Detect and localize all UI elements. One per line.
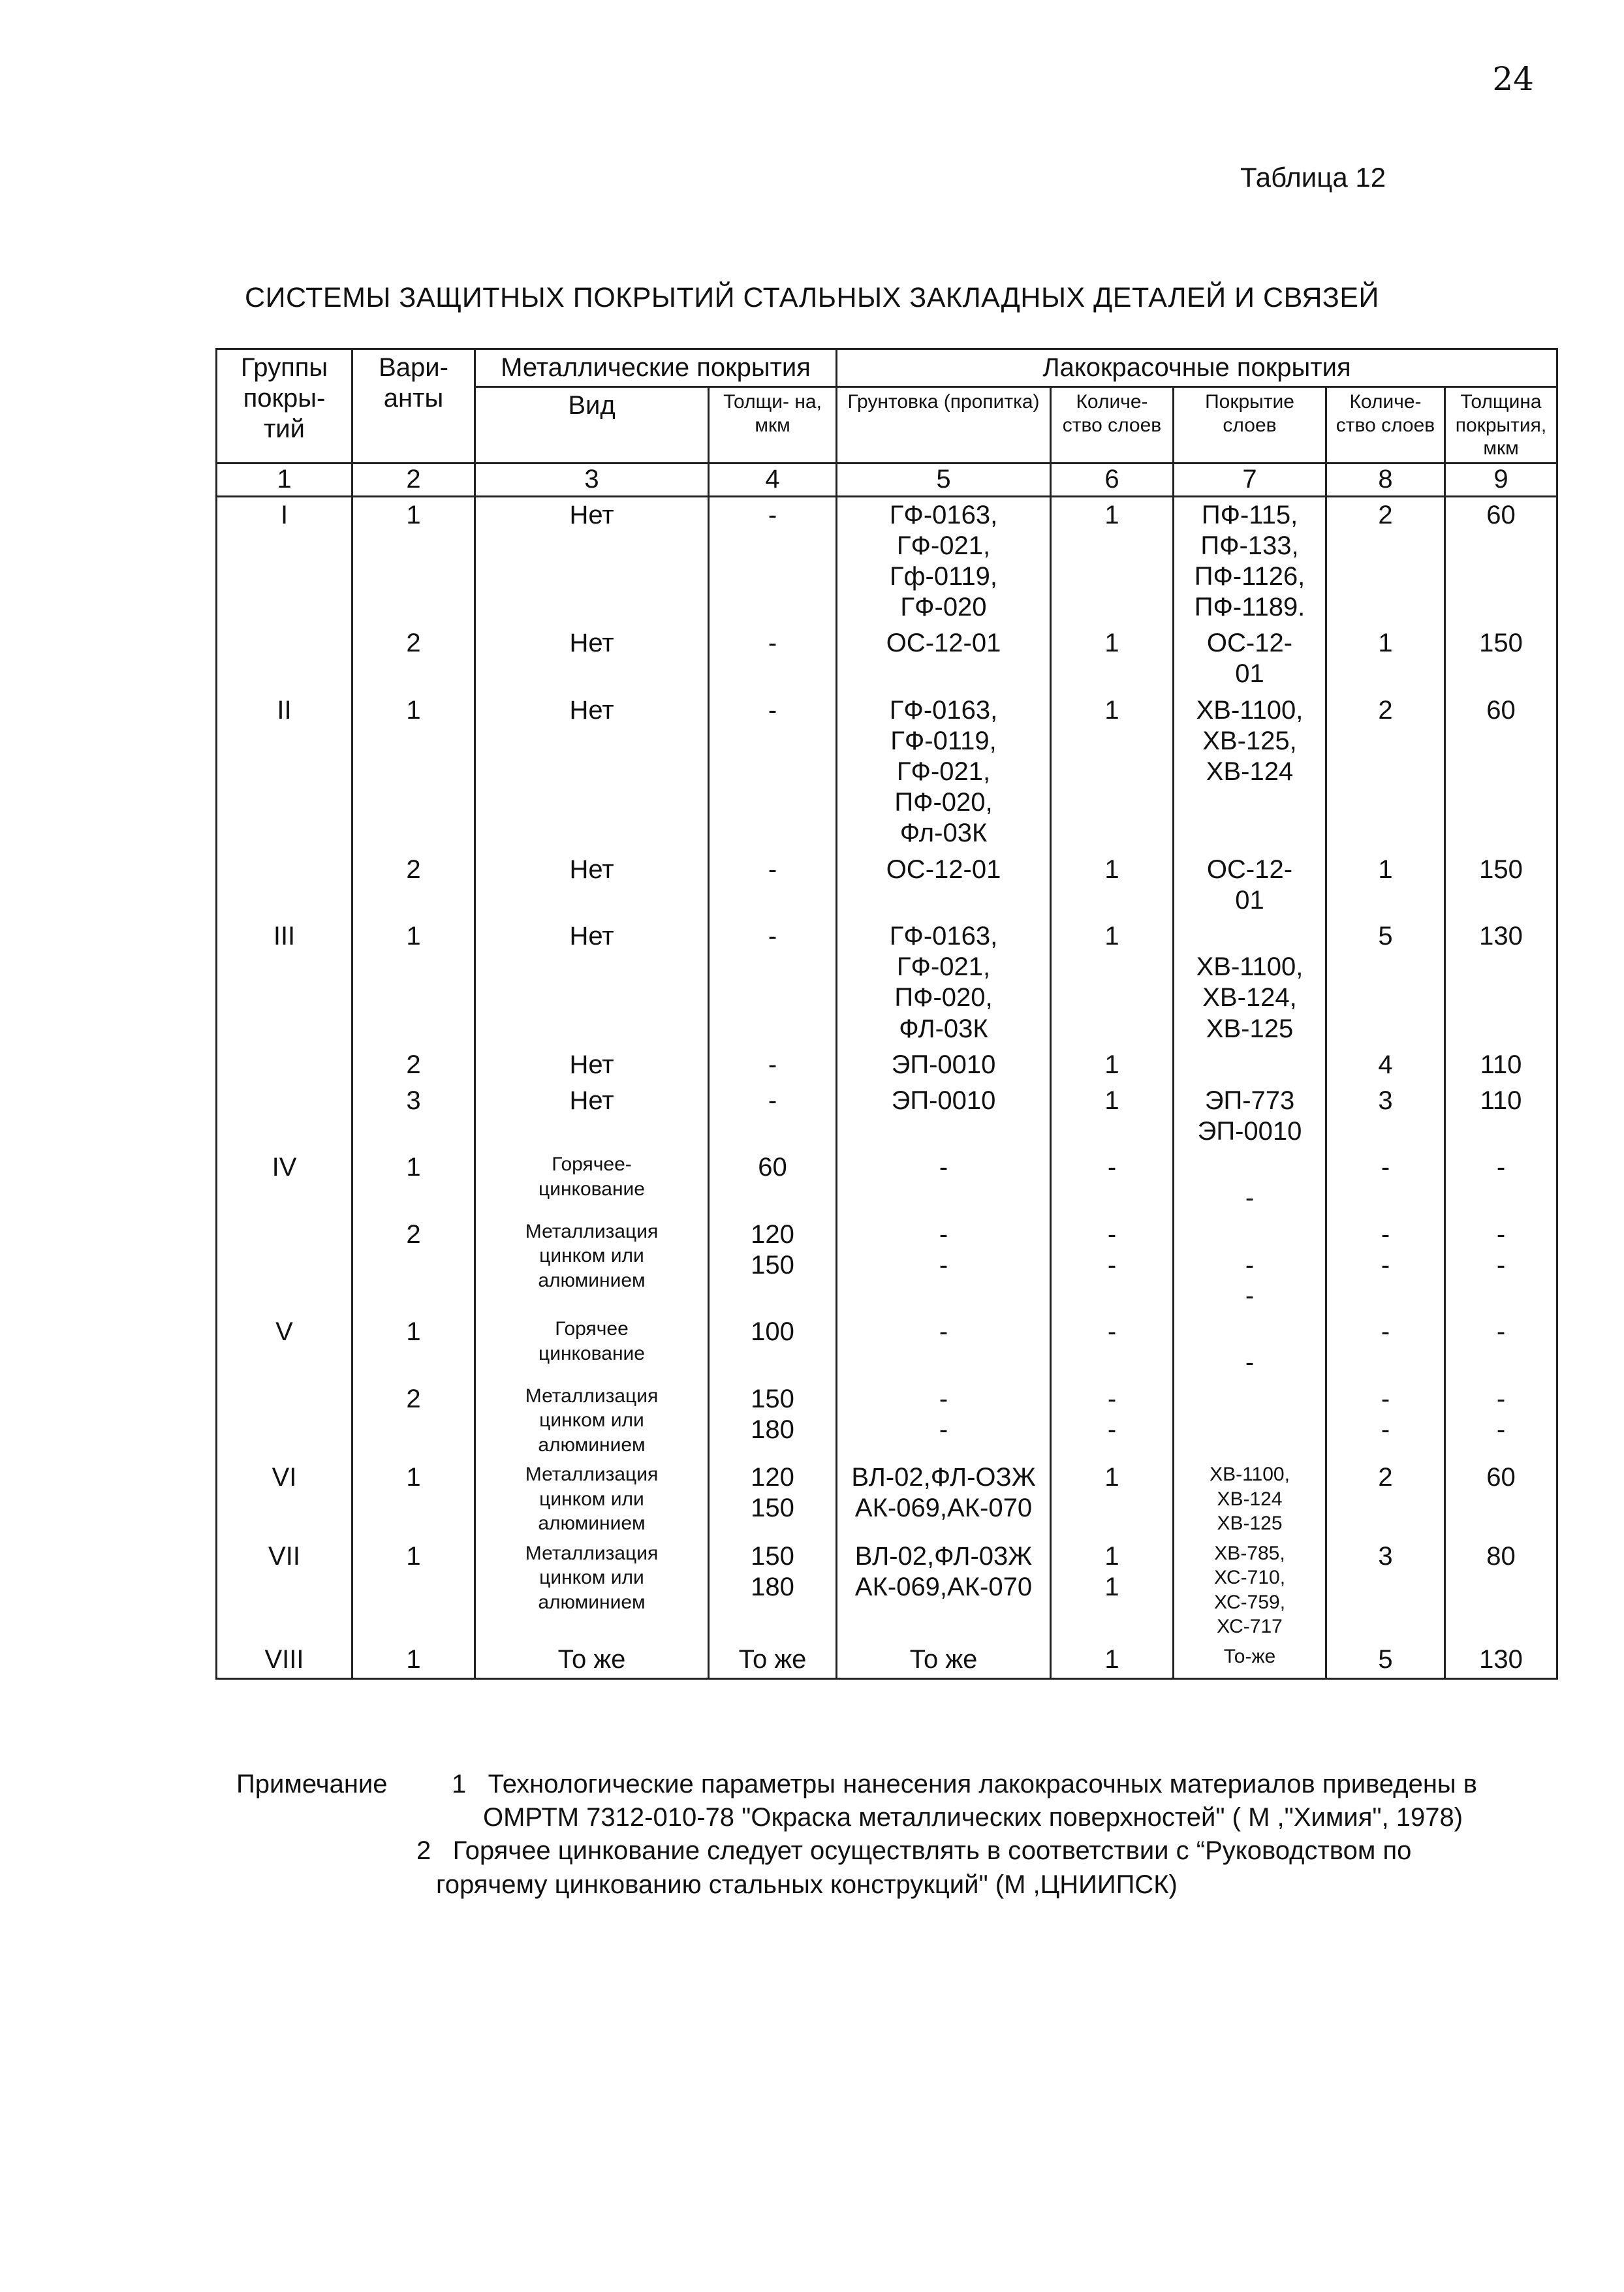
cell-line: 1 (1104, 1463, 1119, 1492)
cell-coating (1174, 918, 1326, 1047)
cell-variant: 1 (352, 1642, 475, 1679)
cell-primer-layers (1051, 1460, 1174, 1539)
cell-thickness (709, 1642, 837, 1679)
cell-line: АК-069,АК-070 (854, 1572, 1033, 1601)
cell-line: ПФ-1189. (1194, 593, 1305, 622)
cell-line: ОС-12-01 (886, 855, 1001, 884)
cell-line: - (1496, 1384, 1506, 1413)
cell-variant: 1 (352, 496, 475, 625)
cell-line: Гф-0119, (889, 561, 998, 591)
cell-variant: 1 (352, 1539, 475, 1642)
cell-line: алюминием (538, 1591, 646, 1613)
cell-line: 60 (758, 1153, 787, 1182)
cell-kind: Нет (475, 625, 709, 692)
cell-line: - (1107, 1384, 1117, 1413)
page-number: 24 (1492, 60, 1534, 98)
cell-line: 80 (1486, 1541, 1516, 1571)
cell-thickness (709, 1314, 837, 1381)
cell-primer-layers: 1 (1051, 625, 1174, 692)
cell-line: - (1107, 1317, 1117, 1347)
cell-line: ЭП-773 (1204, 1086, 1295, 1115)
cell-thickness: - (709, 918, 837, 1047)
cell-line: ГФ-0119, (890, 726, 997, 755)
table-row (217, 693, 1557, 852)
table-row (217, 1217, 1557, 1315)
cell-line: ФЛ-03К (899, 1014, 988, 1043)
cell-group: VII (217, 1539, 352, 1642)
cell-line: - (1107, 1153, 1117, 1182)
cell-line: ПФ-020, (894, 788, 993, 817)
cell-thickness: - (709, 496, 837, 625)
cell-line: Фл-03К (899, 819, 988, 848)
cell-kind: Нет (475, 1083, 709, 1150)
header-group: Группы покры- тий (217, 349, 352, 463)
cell-variant: 2 (352, 1217, 475, 1315)
cell-total: 130 (1445, 918, 1557, 1047)
cell-total: 60 (1445, 496, 1557, 625)
cell-coating (1174, 1314, 1326, 1381)
cell-coating (1174, 1539, 1326, 1642)
cell-line: - (1107, 1219, 1117, 1249)
cell-coating (1174, 625, 1326, 692)
cell-line: 150 (751, 1250, 794, 1279)
notes (236, 1768, 1574, 1902)
cell-line: 120 (751, 1219, 794, 1249)
cell-thickness (709, 1217, 837, 1315)
cell-group: I (217, 496, 352, 625)
cell-group (217, 852, 352, 918)
cell-kind (475, 1150, 709, 1216)
cell-line: - (1381, 1317, 1390, 1347)
column-number: 3 (475, 463, 709, 496)
cell-line: ЭП-0010 (891, 1086, 996, 1115)
cell-total (1445, 1314, 1557, 1381)
table-title: СИСТЕМЫ ЗАЩИТНЫХ ПОКРЫТИЙ СТАЛЬНЫХ ЗАКЛАДНЫХ ДЕТАЛЕЙ И СВЯЗЕЙ (245, 282, 1379, 313)
table-row (217, 1381, 1557, 1460)
cell-line: 150 (751, 1494, 794, 1523)
cell-kind (475, 1460, 709, 1539)
cell-variant: 2 (352, 1381, 475, 1460)
cell-group (217, 625, 352, 692)
cell-total (1445, 1217, 1557, 1315)
cell-primer-layers (1051, 1150, 1174, 1216)
cell-primer (837, 918, 1051, 1047)
cell-line: ХВ-124 (1217, 1488, 1283, 1510)
cell-thickness (709, 1150, 837, 1216)
cell-total: 150 (1445, 852, 1557, 918)
cell-line: 1 (1104, 1541, 1119, 1571)
cell-primer-layers: 1 (1051, 852, 1174, 918)
header-metal: Металлические покрытия (475, 349, 837, 387)
table-row (217, 1150, 1557, 1216)
table-row (217, 852, 1557, 918)
cell-coating (1174, 1047, 1326, 1083)
table-row (217, 1047, 1557, 1083)
note-1-body (452, 1768, 1574, 1834)
cell-line: ОС-12-01 (886, 629, 1001, 658)
cell-coating-layers: 3 (1326, 1083, 1445, 1150)
header-thickness: Толщи- на, мкм (709, 387, 837, 463)
cell-line: - (1245, 1281, 1255, 1311)
cell-group: VI (217, 1460, 352, 1539)
cell-kind (475, 1381, 709, 1460)
cell-variant: 1 (352, 1150, 475, 1216)
cell-variant: 1 (352, 1314, 475, 1381)
note-label: Примечание (236, 1770, 388, 1798)
cell-primer-layers (1051, 1217, 1174, 1315)
column-number: 5 (837, 463, 1051, 496)
cell-line: Металлизация (525, 1464, 659, 1486)
cell-coating-layers (1326, 1381, 1445, 1460)
cell-line: ГФ-021, (896, 952, 991, 982)
cell-line: Металлизация (525, 1220, 659, 1242)
cell-line: Горячее (555, 1318, 629, 1340)
cell-thickness: - (709, 693, 837, 852)
cell-line: цинком или (539, 1245, 644, 1267)
cell-group (217, 1047, 352, 1083)
cell-total (1445, 1460, 1557, 1539)
cell-kind (475, 1314, 709, 1381)
cell-line (1178, 921, 1321, 952)
cell-total: 60 (1445, 693, 1557, 852)
cell-variant: 2 (352, 625, 475, 692)
cell-coating-layers: 2 (1326, 496, 1445, 625)
cell-line (1178, 1050, 1321, 1080)
cell-coating-layers (1326, 1642, 1445, 1679)
table-row (217, 1460, 1557, 1539)
column-number: 6 (1051, 463, 1174, 496)
note-line: ОМРТМ 7312-010-78 "Окраска металлических поверхностей" ( М ,"Химия", 1978) (483, 1803, 1463, 1832)
cell-primer-layers (1051, 1314, 1174, 1381)
cell-primer (837, 1539, 1051, 1642)
cell-thickness (709, 1539, 837, 1642)
cell-variant: 1 (352, 693, 475, 852)
column-number: 8 (1326, 463, 1445, 496)
cell-coating-layers: 5 (1326, 918, 1445, 1047)
cell-line: - (1381, 1250, 1390, 1279)
cell-group (217, 1217, 352, 1315)
cell-kind: Нет (475, 496, 709, 625)
cell-primer-layers: 1 (1051, 1047, 1174, 1083)
cell-group: V (217, 1314, 352, 1381)
cell-coating-layers (1326, 1539, 1445, 1642)
cell-line: ГФ-0163, (889, 921, 998, 950)
note-number: 1 (452, 1770, 467, 1798)
cell-line (1178, 1384, 1321, 1415)
cell-group (217, 1381, 352, 1460)
table-row (217, 918, 1557, 1047)
cell-thickness: - (709, 625, 837, 692)
cell-coating (1174, 1642, 1326, 1679)
cell-line: Металлизация (525, 1385, 659, 1407)
cell-line: ХС-717 (1217, 1616, 1283, 1638)
cell-line: 5 (1378, 1644, 1393, 1674)
cell-primer-layers: 1 (1051, 496, 1174, 625)
cell-total (1445, 1539, 1557, 1642)
cell-coating-layers: 1 (1326, 852, 1445, 918)
coatings-table (215, 348, 1558, 1680)
cell-line: - (1496, 1415, 1506, 1444)
cell-thickness: - (709, 852, 837, 918)
cell-line: ЭП-0010 (1197, 1117, 1302, 1146)
cell-group: VIII (217, 1642, 352, 1679)
cell-line: алюминием (538, 1269, 646, 1291)
cell-line: цинкование (539, 1178, 645, 1200)
table-body (217, 463, 1557, 1678)
cell-total: 110 (1445, 1047, 1557, 1083)
cell-coating (1174, 1217, 1326, 1315)
cell-primer-layers: 1 (1051, 1083, 1174, 1150)
cell-coating-layers: 1 (1326, 625, 1445, 692)
cell-line: - (1107, 1415, 1117, 1444)
cell-line: ОС-12- (1206, 855, 1293, 884)
cell-kind (475, 1217, 709, 1315)
cell-group: II (217, 693, 352, 852)
cell-primer-layers (1051, 1642, 1174, 1679)
note-2-body (416, 1834, 1574, 1901)
cell-line: 130 (1479, 1644, 1523, 1674)
cell-line: - (1245, 1250, 1255, 1279)
cell-primer-layers (1051, 1539, 1174, 1642)
cell-line: - (1496, 1153, 1506, 1182)
cell-line: 120 (751, 1463, 794, 1492)
cell-primer (837, 1150, 1051, 1216)
header-variant: Вари- анты (352, 349, 475, 463)
cell-line: - (1107, 1250, 1117, 1279)
cell-variant: 2 (352, 1047, 475, 1083)
cell-group (217, 1083, 352, 1150)
cell-line: ХВ-1100, (1196, 695, 1304, 725)
cell-line: ПФ-115, (1201, 500, 1298, 529)
cell-line: - (1496, 1219, 1506, 1249)
cell-line: цинком или (539, 1567, 644, 1589)
cell-line: ГФ-0163, (889, 500, 998, 529)
cell-kind: Нет (475, 852, 709, 918)
cell-line: ХС-759, (1213, 1591, 1286, 1613)
coatings-table-container (215, 348, 1556, 1680)
cell-line: ХВ-125 (1206, 1014, 1294, 1043)
cell-line: ВЛ-02,ФЛ-03Ж (854, 1541, 1033, 1571)
cell-line: 60 (1486, 1463, 1516, 1492)
cell-line: алюминием (538, 1513, 646, 1535)
cell-variant: 1 (352, 1460, 475, 1539)
cell-line: 01 (1235, 659, 1264, 689)
cell-line: ГФ-020 (900, 593, 987, 622)
cell-primer (837, 1642, 1051, 1679)
cell-line: - (939, 1250, 948, 1279)
cell-line: - (1381, 1415, 1390, 1444)
cell-line: 1 (1104, 1572, 1119, 1601)
cell-line: ХВ-124, (1202, 983, 1297, 1013)
table-row (217, 1314, 1557, 1381)
cell-thickness (709, 1381, 837, 1460)
cell-line: АК-069,АК-070 (854, 1494, 1033, 1523)
cell-line: 3 (1378, 1541, 1393, 1571)
cell-line: - (939, 1384, 948, 1413)
cell-coating (1174, 1083, 1326, 1150)
cell-coating-layers (1326, 1217, 1445, 1315)
cell-line: 1 (1104, 1644, 1119, 1674)
cell-line: алюминием (538, 1434, 646, 1456)
cell-line: ХВ-785, (1214, 1542, 1285, 1564)
cell-line (1178, 1152, 1321, 1183)
cell-coating-layers: 4 (1326, 1047, 1445, 1083)
cell-total (1445, 1381, 1557, 1460)
cell-line: - (1496, 1250, 1506, 1279)
cell-line: 180 (751, 1572, 794, 1601)
table-row (217, 1642, 1557, 1679)
table-row (217, 496, 1557, 625)
cell-thickness (709, 1460, 837, 1539)
note-line: горячему цинкованию стальных конструкций" (М ,ЦНИИПСК) (436, 1870, 1178, 1899)
cell-line: - (939, 1153, 948, 1182)
header-coating: Покрытие слоев (1174, 387, 1326, 463)
cell-line: 150 (751, 1541, 794, 1571)
cell-line: ХВ-124 (1206, 757, 1294, 787)
cell-line: ХВ-125, (1202, 726, 1297, 755)
table-row (217, 1539, 1557, 1642)
cell-primer-layers: 1 (1051, 918, 1174, 1047)
cell-line (1178, 1219, 1321, 1250)
cell-line: цинком или (539, 1488, 644, 1510)
cell-coating (1174, 1460, 1326, 1539)
cell-line: ХВ-125 (1217, 1513, 1283, 1535)
cell-primer (837, 852, 1051, 918)
cell-coating-layers (1326, 1314, 1445, 1381)
cell-line: - (939, 1415, 948, 1444)
table-row (217, 625, 1557, 692)
cell-coating (1174, 852, 1326, 918)
column-number: 1 (217, 463, 352, 496)
cell-primer (837, 1460, 1051, 1539)
cell-total (1445, 1150, 1557, 1216)
cell-line: - (1245, 1184, 1255, 1213)
cell-thickness: - (709, 1083, 837, 1150)
cell-kind: Нет (475, 918, 709, 1047)
column-number: 4 (709, 463, 837, 496)
cell-line: Металлизация (525, 1542, 659, 1564)
cell-line: ПФ-133, (1200, 531, 1299, 560)
cell-coating (1174, 1150, 1326, 1216)
cell-line: 100 (751, 1317, 794, 1347)
cell-coating (1174, 496, 1326, 625)
cell-line: 180 (751, 1415, 794, 1444)
cell-line: ОС-12- (1206, 629, 1293, 658)
note-line: Технологические параметры нанесения лакокрасочных материалов приведены в (488, 1770, 1478, 1798)
cell-line: - (1245, 1348, 1255, 1377)
header-lacquer: Лакокрасочные покрытия (837, 349, 1557, 387)
cell-kind: Нет (475, 693, 709, 852)
cell-primer (837, 1083, 1051, 1150)
cell-primer-layers: 1 (1051, 693, 1174, 852)
cell-kind: Нет (475, 1047, 709, 1083)
header-primer-layers: Количе- ство слоев (1051, 387, 1174, 463)
cell-line: ХС-710, (1213, 1567, 1286, 1589)
cell-line: ГФ-021, (896, 531, 991, 560)
cell-primer (837, 496, 1051, 625)
cell-line: То же (909, 1644, 978, 1674)
cell-variant: 3 (352, 1083, 475, 1150)
header-kind: Вид (475, 387, 709, 463)
cell-line (1178, 1415, 1321, 1445)
cell-line: 150 (751, 1384, 794, 1413)
cell-line: Горячее- (552, 1154, 632, 1176)
column-number-row (217, 463, 1557, 496)
cell-line: цинком или (539, 1409, 644, 1432)
table-caption: Таблица 12 (1240, 162, 1386, 193)
note-2 (236, 1834, 1574, 1901)
cell-primer-layers (1051, 1381, 1174, 1460)
cell-line: ВЛ-02,ФЛ-ОЗЖ (851, 1463, 1036, 1492)
cell-line: - (1496, 1317, 1506, 1347)
column-number: 9 (1445, 463, 1557, 496)
cell-variant: 2 (352, 852, 475, 918)
cell-coating-layers (1326, 1460, 1445, 1539)
cell-thickness: - (709, 1047, 837, 1083)
cell-line: - (1381, 1219, 1390, 1249)
note-number: 2 (416, 1836, 431, 1866)
cell-line: ГФ-0163, (889, 695, 998, 725)
note-1 (236, 1768, 1574, 1834)
column-number: 7 (1174, 463, 1326, 496)
cell-group: IV (217, 1150, 352, 1216)
cell-line: ГФ-021, (896, 757, 991, 787)
cell-line: цинкование (539, 1342, 645, 1364)
cell-primer (837, 625, 1051, 692)
cell-line: ПФ-020, (894, 983, 993, 1013)
cell-coating-layers (1326, 1150, 1445, 1216)
note-line: Горячее цинкование следует осуществлять в соответствии с “Руководством по (452, 1836, 1412, 1866)
cell-line: То же (557, 1644, 626, 1674)
cell-coating (1174, 693, 1326, 852)
cell-variant: 1 (352, 918, 475, 1047)
cell-primer (837, 1217, 1051, 1315)
cell-total (1445, 1642, 1557, 1679)
cell-coating (1174, 1381, 1326, 1460)
cell-line (1178, 1317, 1321, 1347)
header-primer: Грунтовка (пропитка) (837, 387, 1051, 463)
cell-total: 150 (1445, 625, 1557, 692)
cell-coating-layers: 2 (1326, 693, 1445, 852)
cell-line: То-же (1223, 1645, 1276, 1667)
cell-line: ПФ-1126, (1194, 561, 1305, 591)
cell-line: - (939, 1219, 948, 1249)
cell-line: - (939, 1317, 948, 1347)
cell-total: 110 (1445, 1083, 1557, 1150)
cell-line: - (1381, 1384, 1390, 1413)
cell-group: III (217, 918, 352, 1047)
cell-line: ХВ-1100, (1210, 1464, 1290, 1486)
header-total-thickness: Толщина покрытия, мкм (1445, 387, 1557, 463)
table-row (217, 1083, 1557, 1150)
header-coating-layers: Количе- ство слоев (1326, 387, 1445, 463)
cell-line: ЭП-0010 (891, 1050, 996, 1079)
cell-primer (837, 693, 1051, 852)
column-number: 2 (352, 463, 475, 496)
cell-line: - (1381, 1153, 1390, 1182)
cell-kind (475, 1642, 709, 1679)
cell-primer (837, 1314, 1051, 1381)
cell-line: То же (738, 1644, 807, 1674)
cell-line: 01 (1235, 885, 1264, 915)
cell-line: ХВ-1100, (1196, 952, 1304, 982)
cell-primer (837, 1381, 1051, 1460)
cell-primer (837, 1047, 1051, 1083)
cell-line: 2 (1378, 1463, 1393, 1492)
cell-kind (475, 1539, 709, 1642)
